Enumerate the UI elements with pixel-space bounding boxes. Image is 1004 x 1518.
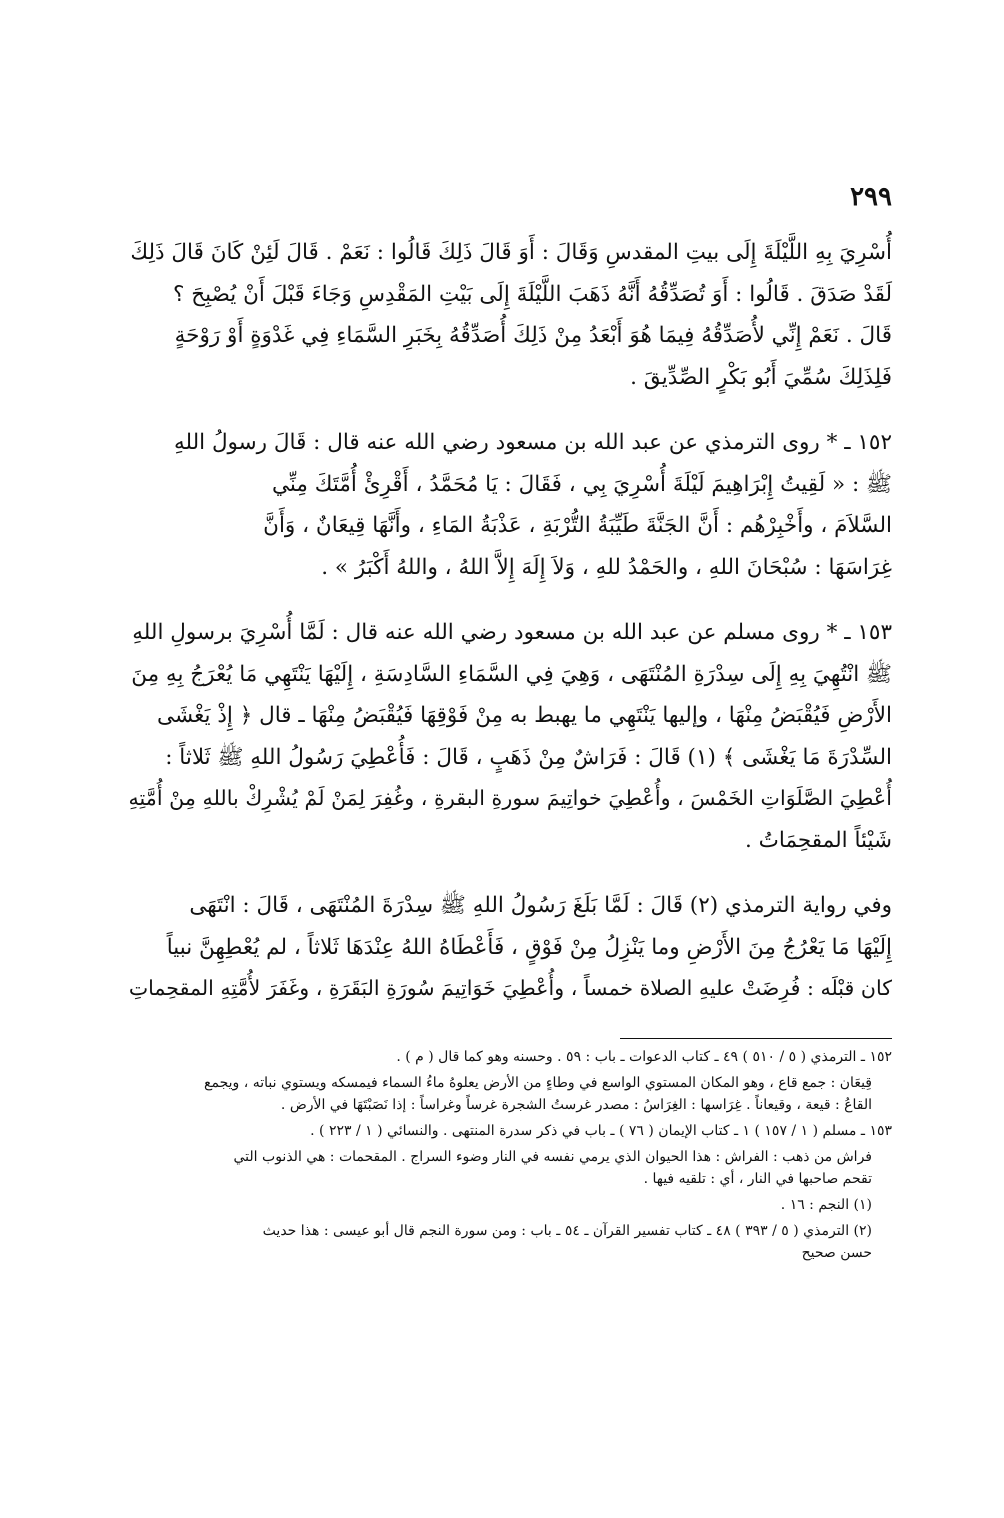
footnote-153-source [112, 1120, 892, 1142]
paragraph-hadith-153 [112, 612, 892, 861]
footnote-line: القاعُ : قيعة ، وقيعاناً . غِرَاسها : الغِرَاسُ : مصدر غرستُ الشجرة غرساً وغراساً : إذا نَصَبْتَهَا في الأرض . [280, 1097, 872, 1113]
text-line: غِرَاسَهَا : سُبْحَانَ اللهِ ، والحَمْدُ للهِ ، وَلاَ إِلَهَ إِلاَّ اللهُ ، واللهُ أَكْبَرُ » . [321, 554, 892, 580]
footnote-line: قِيعَان : جمع قاع ، وهو المكان المستوي الواسع في وطاءٍ من الأرض يعلوهُ ماءُ السماء فيمسكه ويستوي نباته ، ويجمع [204, 1075, 872, 1091]
text-line: قَالَ . نَعَمْ إِنِّي لأُصَدِّقُهُ فِيمَا هُوَ أَبْعَدُ مِنْ ذَلِكَ أُصَدِّقُهُ بِخَبَرِ السَّمَاءِ فِي غَدْوَةٍ أَوْ رَوْحَةٍ [174, 323, 892, 348]
text-line: ﷺ انْتُهِيَ بِهِ إِلَى سِدْرَةِ المُنْتَهَى ، وَهِيَ فِي السَّمَاءِ السَّادِسَةِ ، إِلَيْهَا يَنْتَهِي مَا يُعْرَجُ بِهِ مِنَ [131, 661, 892, 687]
footnote-line: ١٥٢ ـ الترمذي ( ٥ / ٥١٠ ) ٤٩ ـ كتاب الدعوات ـ باب : ٥٩ . وحسنه وهو كما قال ( م ) . [396, 1049, 892, 1065]
text-line: وفي رواية الترمذي (٢) قَالَ : لَمَّا بَلَغَ رَسُولُ اللهِ ﷺ سِدْرَةَ المُنْتَهَى ، قَالَ : انْتَهَى [189, 893, 892, 918]
footnote-153-glossary [112, 1146, 892, 1190]
paragraph-tirmidhi-narration [112, 885, 892, 1010]
footnote-line: ١٥٣ ـ مسلم ( ١ / ١٥٧ ) ١ ـ كتاب الإيمان ( ٧٦ ) ـ باب في ذكر سدرة المنتهى . والنسائي ( ١ / ٢٢٣ ) . [310, 1123, 892, 1139]
text-line: أُسْرِيَ بِهِ اللَّيْلَةَ إِلَى بيتِ المقدسِ وَقَالَ : أَوَ قَالَ ذَلِكَ قَالُوا : نَعَمْ . قَالَ لَئِنْ كَانَ قَالَ ذَلِكَ [130, 240, 892, 265]
footnote-line: (١) النجم : ١٦ . [780, 1197, 872, 1213]
footnote-divider [620, 1038, 892, 1039]
footnote-2 [112, 1220, 892, 1264]
text-line: ﷺ : « لَقِيتُ إِبْرَاهِيمَ لَيْلَةَ أُسْرِيَ بِي ، فَقَالَ : يَا مُحَمَّدُ ، أَقْرِئْ أُمَّتَكَ مِنِّي [272, 471, 892, 497]
text-line: فَلِذَلِكَ سُمِّيَ أَبُو بَكْرٍ الصِّدِّيقَ . [630, 364, 892, 390]
footnote-line: (٢) الترمذي ( ٥ / ٣٩٣ ) ٤٨ ـ كتاب تفسير القرآن ـ ٥٤ ـ باب : ومن سورة النجم قال أبو عيسى : هذا حديث [262, 1223, 872, 1239]
footnote-152-glossary [112, 1072, 892, 1116]
main-text [112, 232, 892, 1034]
footnotes [112, 1046, 892, 1268]
text-line: ١٥٢ ـ * روى الترمذي عن عبد الله بن مسعود رضي الله عنه قال : قَالَ رسولُ اللهِ [173, 430, 892, 455]
text-line: شَيْئاً المقحِمَاتُ . [745, 827, 892, 853]
text-line: الأَرْضِ فَيُقْبَضُ مِنْهَا ، وإليها يَنْتَهِي ما يهبط به مِنْ فَوْقِهَا فَيُقْبَضُ مِنْهَا ـ قال ﴿ إِذْ يَغْشَى [157, 703, 892, 728]
text-line: لَقَدْ صَدَقَ . قَالُوا : أَوَ تُصَدِّقُهُ أَنَّهُ ذَهَبَ اللَّيْلَةَ إِلَى بَيْتِ المَقْدِسِ وَجَاءَ قَبْلَ أَنْ يُصْبِحَ ؟ [173, 281, 892, 307]
footnote-line: تقحم صاحبها في النار ، أي : تلقيه فيها . [643, 1171, 872, 1187]
text-line: أُعْطِيَ الصَّلَوَاتِ الخَمْسَ ، وأُعْطِيَ خواتِيمَ سورةِ البقرةِ ، وغُفِرَ لِمَنْ لَمْ يُشْرِكْ باللهِ مِنْ أُمَّتِهِ [128, 786, 892, 810]
text-line: السَّلاَمَ ، وأَخْبِرْهُم : أَنَّ الجَنَّةَ طَيِّبَةُ التُّرْبَةِ ، عَذْبَةُ المَاءِ ، وأَنَّهَا قِيعَانٌ ، وَأَنَّ [263, 513, 892, 538]
footnote-line: حسن صحيح [801, 1245, 872, 1261]
paragraph-isra-continuation [112, 232, 892, 398]
text-line: كان قبْلَه : فُرِضَتْ عليهِ الصلاة خمساً ، وأُعْطِيَ خَوَاتِيمَ سُورَةِ البَقَرَةِ ، وغَفَرَ لأُمَّتِهِ المقحِماتِ [128, 976, 892, 1000]
text-line: ١٥٣ ـ * روى مسلم عن عبد الله بن مسعود رضي الله عنه قال : لَمَّا أُسْرِيَ برسولِ اللهِ [132, 620, 892, 645]
footnote-152-source [112, 1046, 892, 1068]
footnote-line: فراش من ذهب : الفراش : هذا الحيوان الذي يرمي نفسه في النار وضوء السراج . المقحمات : هي الذنوب التي [233, 1149, 872, 1165]
page-number: ٢٩٩ [850, 182, 892, 212]
text-line: السِّدْرَةَ مَا يَغْشَى ﴾ (١) قَالَ : فَرَاشٌ مِنْ ذَهَبٍ ، قَالَ : فَأُعْطِيَ رَسُولُ اللهِ ﷺ ثَلاثاً : [165, 744, 892, 770]
text-line: إِلَيْهَا مَا يَعْرُجُ مِنَ الأَرْضِ وما يَنْزِلُ مِنْ فَوْقٍ ، فَأَعْطَاهُ اللهُ عِنْدَهَا ثَلاثاً ، لم يُعْطِهِنَّ نبياً [166, 934, 892, 960]
footnote-1 [112, 1194, 892, 1216]
paragraph-hadith-152 [112, 422, 892, 588]
